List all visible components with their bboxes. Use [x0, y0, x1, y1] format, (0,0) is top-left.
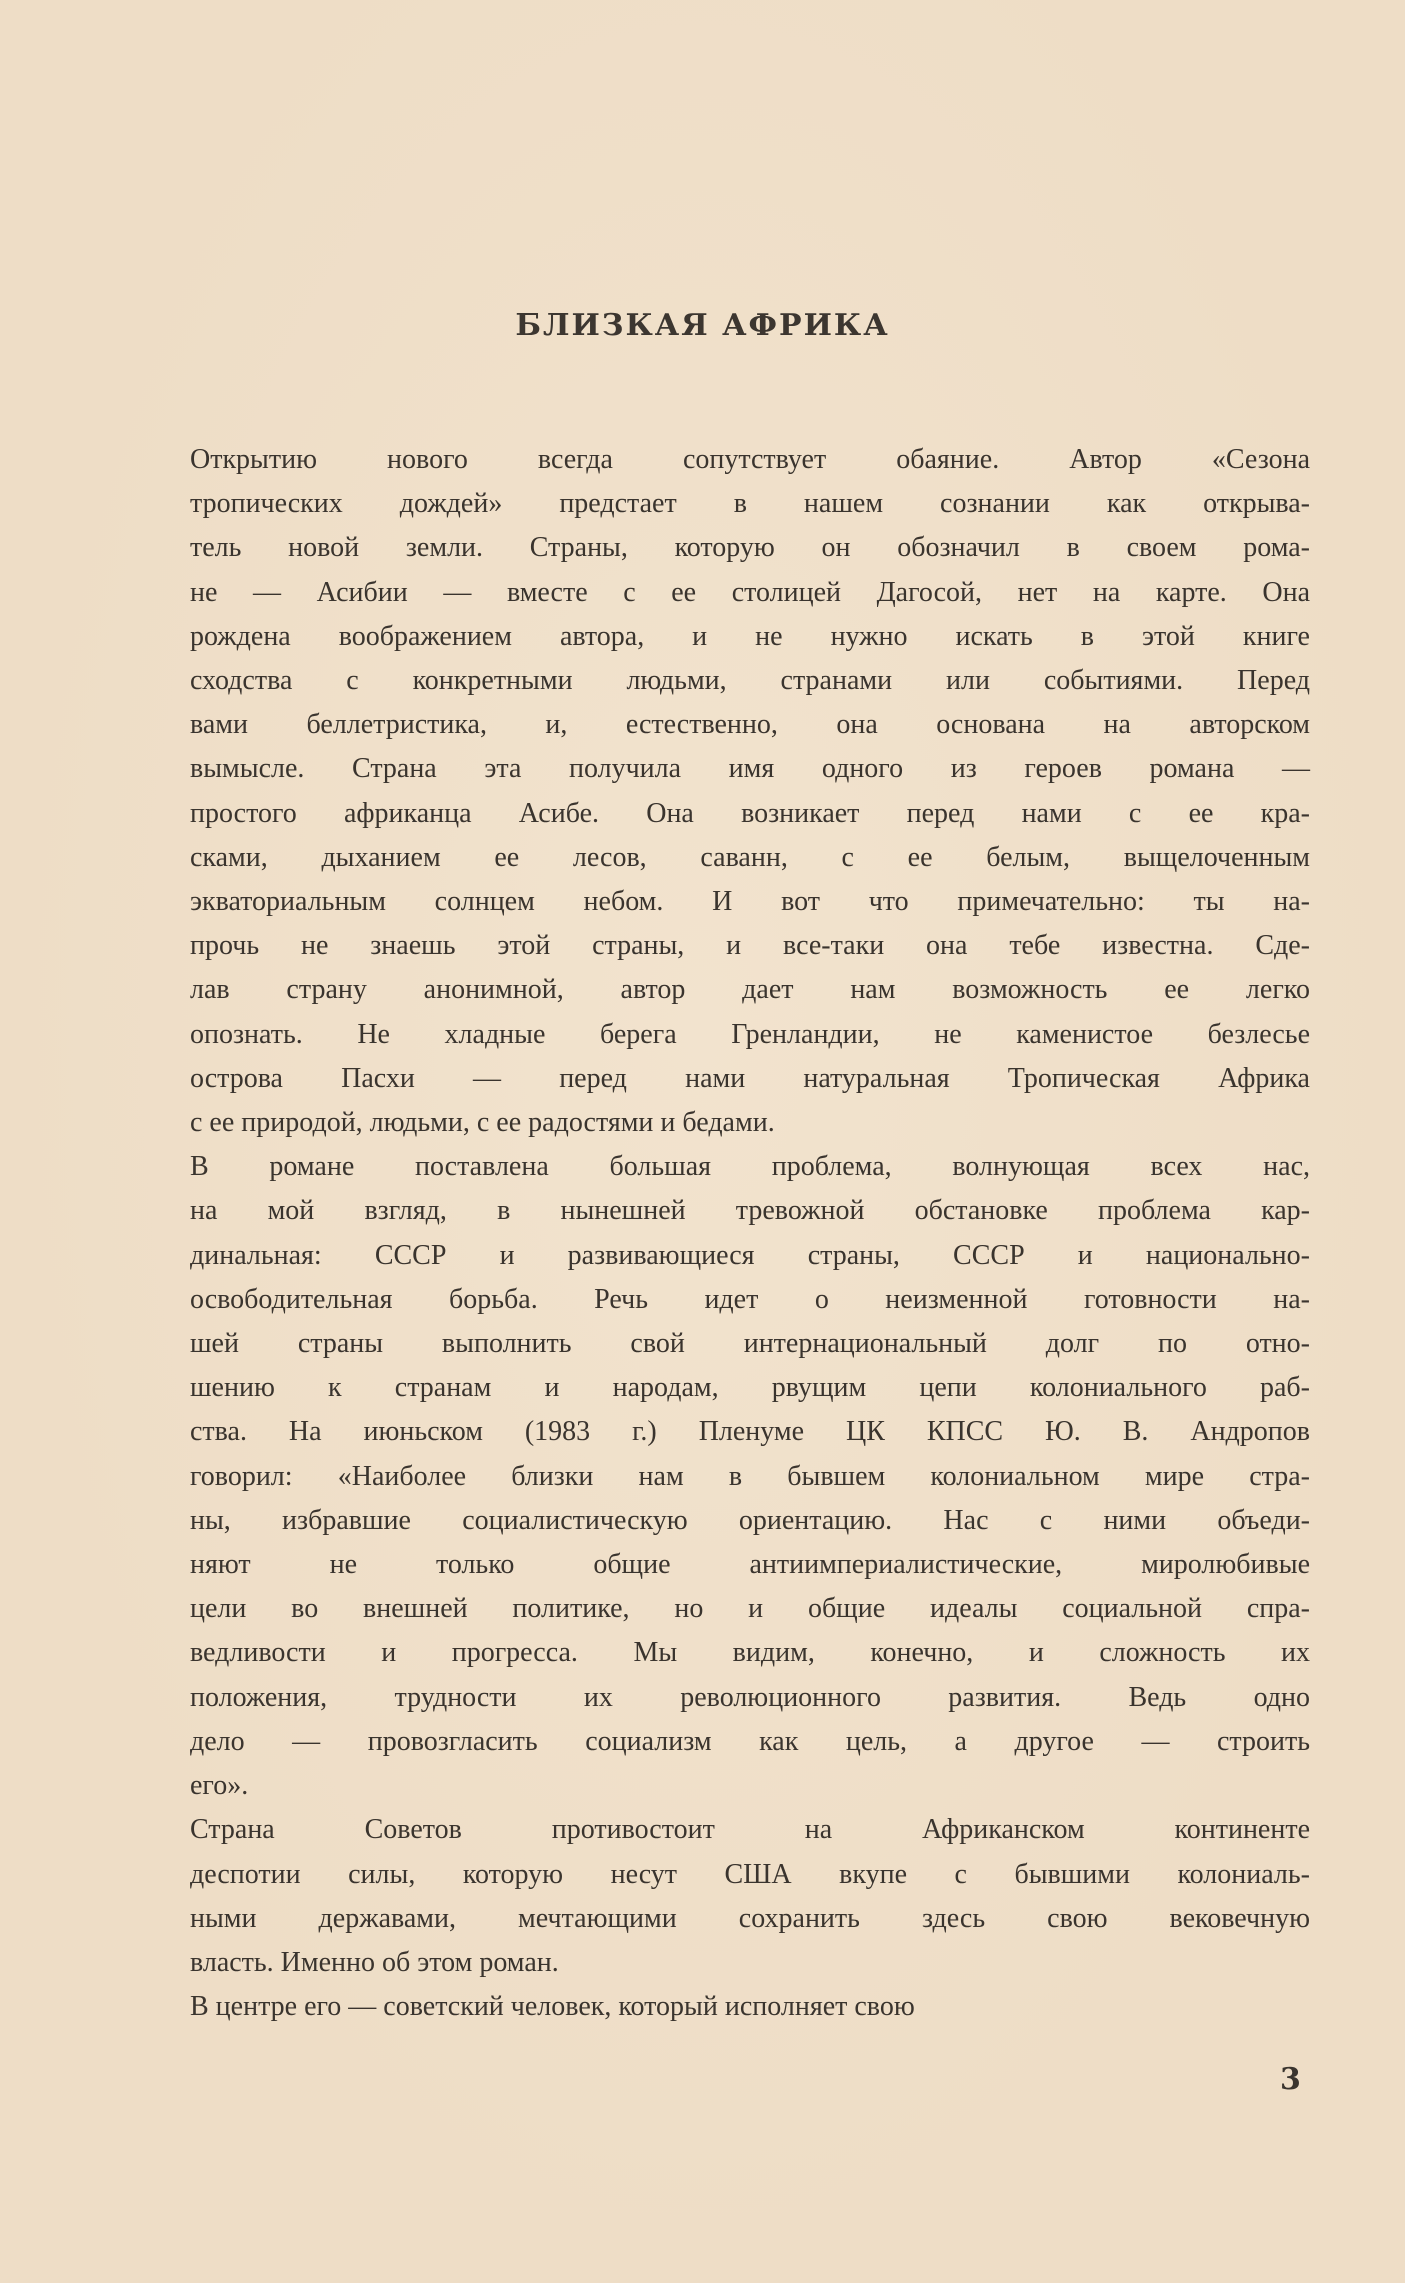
text-line: шей страны выполнить свой интернациональный долг по отно- — [190, 1328, 1310, 1360]
paragraph — [190, 1985, 1310, 2029]
page-number: 3 — [1280, 2062, 1301, 2097]
text-line: тропических дождей» предстает в нашем сознании как открыва- — [190, 488, 1310, 520]
paragraph — [190, 1808, 1310, 1985]
text-line: простого африканца Асибе. Она возникает перед нами с ее кра- — [190, 797, 1310, 829]
text-line: Открытию нового всегда сопутствует обаяние. Автор «Сезона — [190, 444, 1310, 475]
text-line: тель новой земли. Страны, которую он обозначил в своем рома- — [190, 532, 1310, 564]
text-line: лав страну анонимной, автор дает нам возможность ее легко — [190, 974, 1310, 1006]
text-line: рождена воображением автора, и не нужно искать в этой книге — [190, 620, 1310, 652]
text-line: сходства с конкретными людьми, странами или событиями. Перед — [190, 665, 1310, 697]
text-line: деспотии силы, которую несут США вкупе с бывшими колониаль- — [190, 1858, 1310, 1890]
text-line: говорил: «Наиболее близки нам в бывшем колониальном мире стра- — [190, 1460, 1310, 1492]
paragraph — [190, 1145, 1310, 1808]
text-line: В романе поставлена большая проблема, волнующая всех нас, — [190, 1151, 1310, 1183]
text-line: Страна Советов противостоит на Африканском континенте — [190, 1814, 1310, 1846]
text-line: освободительная борьба. Речь идет о неизменной готовности на- — [190, 1283, 1310, 1315]
text-line: прочь не знаешь этой страны, и все-таки она тебе известна. Сде- — [190, 930, 1310, 962]
text-line: экваториальным солнцем небом. И вот что примечательно: ты на- — [190, 886, 1310, 918]
text-line: его». — [190, 1770, 249, 1802]
text-line: острова Пасхи — перед нами натуральная Тропическая Африка — [190, 1062, 1310, 1094]
text-line: вымысле. Страна эта получила имя одного из героев романа — — [190, 753, 1310, 785]
text-line: ны, избравшие социалистическую ориентацию. Нас с ними объеди- — [190, 1504, 1310, 1536]
text-line: шению к странам и народам, рвущим цепи колониального раб- — [190, 1372, 1310, 1404]
text-line: динальная: СССР и развивающиеся страны, СССР и национально- — [190, 1239, 1310, 1271]
text-line: опознать. Не хладные берега Гренландии, не каменистое безлесье — [190, 1018, 1310, 1050]
text-line: няют не только общие антиимпериалистические, миролюбивые — [190, 1549, 1310, 1581]
text-line: цели во внешней политике, но и общие идеалы социальной спра- — [190, 1593, 1310, 1625]
text-line: дело — провозгласить социализм как цель, а другое — строить — [190, 1725, 1310, 1757]
text-line: сками, дыханием ее лесов, саванн, с ее белым, выщелоченным — [190, 841, 1310, 873]
text-line: ства. На июньском (1983 г.) Пленуме ЦК КПСС Ю. В. Андропов — [190, 1416, 1310, 1448]
text-line: ведливости и прогресса. Мы видим, конечно, и сложность их — [190, 1637, 1310, 1669]
text-line: ными державами, мечтающими сохранить здесь свою вековечную — [190, 1902, 1310, 1934]
text-line: власть. Именно об этом роман. — [190, 1946, 559, 1978]
paragraph — [190, 438, 1310, 1145]
text-line: вами беллетристика, и, естественно, она основана на авторском — [190, 709, 1310, 741]
text-line: не — Асибии — вместе с ее столицей Дагосой, нет на карте. Она — [190, 576, 1310, 608]
text-line: положения, трудности их революционного развития. Ведь одно — [190, 1681, 1310, 1713]
text-line: на мой взгляд, в нынешней тревожной обстановке проблема кар- — [190, 1195, 1310, 1227]
chapter-title: БЛИЗКАЯ АФРИКА — [515, 308, 890, 343]
text-line: с ее природой, людьми, с ее радостями и бедами. — [190, 1107, 775, 1139]
body-text — [190, 438, 1310, 2029]
text-line: В центре его — советский человек, который исполняет свою — [190, 1991, 915, 2023]
